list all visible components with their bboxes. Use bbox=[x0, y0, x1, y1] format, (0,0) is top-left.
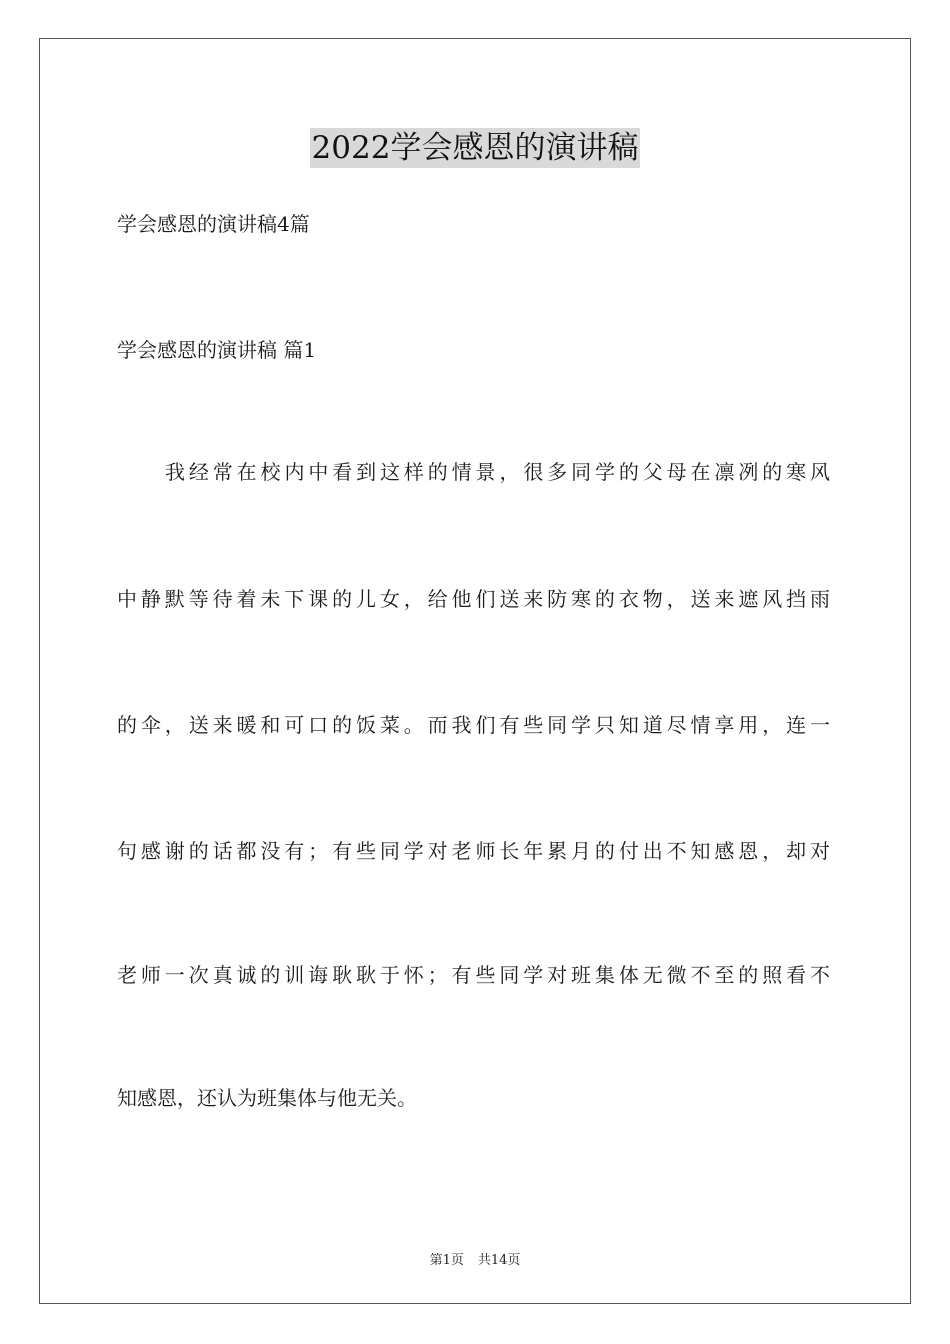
paragraph-line-5: 老师一次真诚的训诲耿耿于怀；有些同学对班集体无微不至的照看不 bbox=[117, 963, 830, 987]
paragraph-line-4: 句感谢的话都没有；有些同学对老师长年累月的付出不知感恩，却对 bbox=[117, 839, 830, 863]
section-heading: 学会感恩的演讲稿 篇1 bbox=[117, 338, 317, 362]
paragraph-line-1: 我经常在校内中看到这样的情景，很多同学的父母在凛冽的寒风 bbox=[165, 460, 830, 484]
document-title: 2022学会感恩的演讲稿 bbox=[311, 130, 639, 166]
paragraph-line-2: 中静默等待着未下课的儿女，给他们送来防寒的衣物，送来遮风挡雨 bbox=[117, 587, 830, 611]
title-container bbox=[0, 128, 950, 168]
document-subtitle: 学会感恩的演讲稿4篇 bbox=[117, 212, 310, 236]
paragraph-line-3: 的伞，送来暖和可口的饭菜。而我们有些同学只知道尽情享用，连一 bbox=[117, 713, 830, 737]
paragraph-line-6: 知感恩，还认为班集体与他无关。 bbox=[117, 1086, 417, 1110]
page-footer bbox=[0, 1249, 950, 1268]
page-number: 第1页 bbox=[429, 1253, 464, 1268]
page-total: 共14页 bbox=[477, 1253, 521, 1268]
